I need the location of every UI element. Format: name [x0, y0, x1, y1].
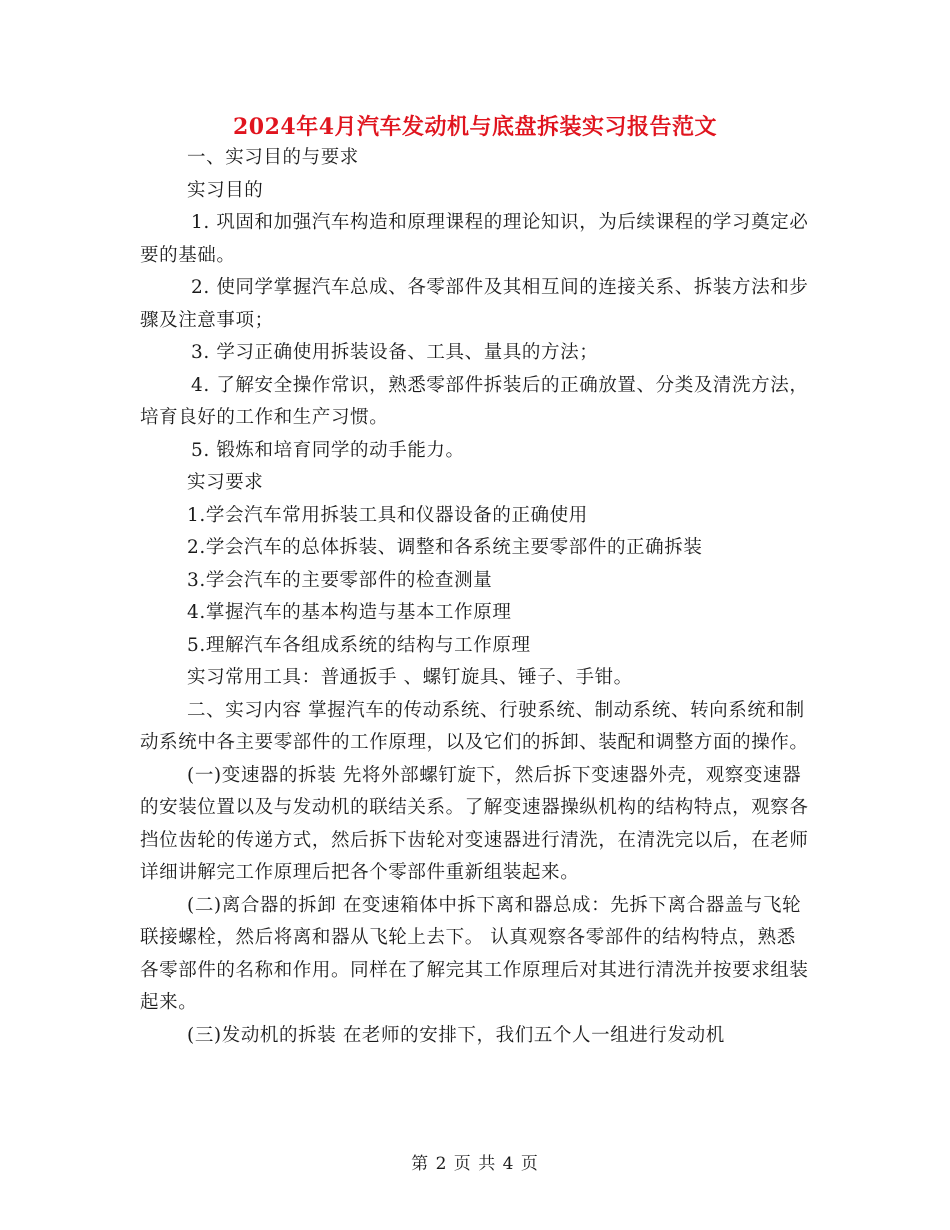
paragraph-clutch: (二)离合器的拆卸 在变速箱体中拆下离和器总成：先拆下离合器盖与飞轮联接螺栓，然后将离和器从飞轮上去下。 认真观察各零部件的结构特点，熟悉各零部件的名称和作用。同样在了解完其工作原理后对其进行清洗并按要求组装起来。 — [140, 894, 809, 1013]
document-body — [140, 142, 810, 1052]
purpose-item-2: 2. 使同学掌握汽车总成、各零部件及其相互间的连接关系、拆装方法和步骤及注意事项； — [140, 277, 809, 331]
purpose-item-3: 3. 学习正确使用拆装设备、工具、量具的方法； — [191, 342, 599, 363]
page-footer: 第 2 页 共 4 页 — [411, 1154, 539, 1174]
section-heading-purpose-requirements: 一、实习目的与要求 — [187, 147, 359, 168]
section-heading-content: 二、实习内容 掌握汽车的传动系统、行驶系统、制动系统、转向系统和制动系统中各主要零部件的工作原理，以及它们的拆卸、装配和调整方面的操作。 — [140, 699, 809, 753]
subheading-requirements: 实习要求 — [187, 472, 264, 493]
purpose-item-4: 4. 了解安全操作常识，熟悉零部件拆装后的正确放置、分类及清洗方法，培育良好的工作和生产习惯。 — [140, 374, 809, 428]
purpose-item-5: 5. 锻炼和培育同学的动手能力。 — [191, 439, 465, 461]
purpose-item-1: 1. 巩固和加强汽车构造和原理课程的理论知识，为后续课程的学习奠定必要的基础。 — [140, 212, 809, 266]
subheading-purpose: 实习目的 — [187, 179, 264, 201]
requirement-item-5: 5.理解汽车各组成系统的结构与工作原理 — [187, 634, 531, 656]
paragraph-engine: (三)发动机的拆装 在老师的安排下，我们五个人一组进行发动机 — [187, 1024, 725, 1046]
requirement-item-4: 4.掌握汽车的基本构造与基本工作原理 — [187, 602, 512, 623]
requirement-item-3: 3.学会汽车的主要零部件的检查测量 — [187, 569, 493, 591]
paragraph-gearbox: (一)变速器的拆装 先将外部螺钉旋下，然后拆下变速器外壳，观察变速器的安装位置以及与发动机的联结关系。了解变速器操纵机构的结构特点，观察各挡位齿轮的传递方式，然后拆下齿轮对变速器进行清洗，在清洗完以后，在老师详细讲解完工作原理后把各个零部件重新组装起来。 — [140, 764, 809, 883]
requirement-item-2: 2.学会汽车的总体拆装、调整和各系统主要零部件的正确拆装 — [187, 537, 703, 558]
common-tools: 实习常用工具：普通扳手 、螺钉旋具、锤子、手钳。 — [187, 667, 633, 688]
requirement-item-1: 1.学会汽车常用拆装工具和仪器设备的正确使用 — [187, 504, 588, 526]
document-title: 2024年4月汽车发动机与底盘拆装实习报告范文 — [232, 114, 718, 140]
